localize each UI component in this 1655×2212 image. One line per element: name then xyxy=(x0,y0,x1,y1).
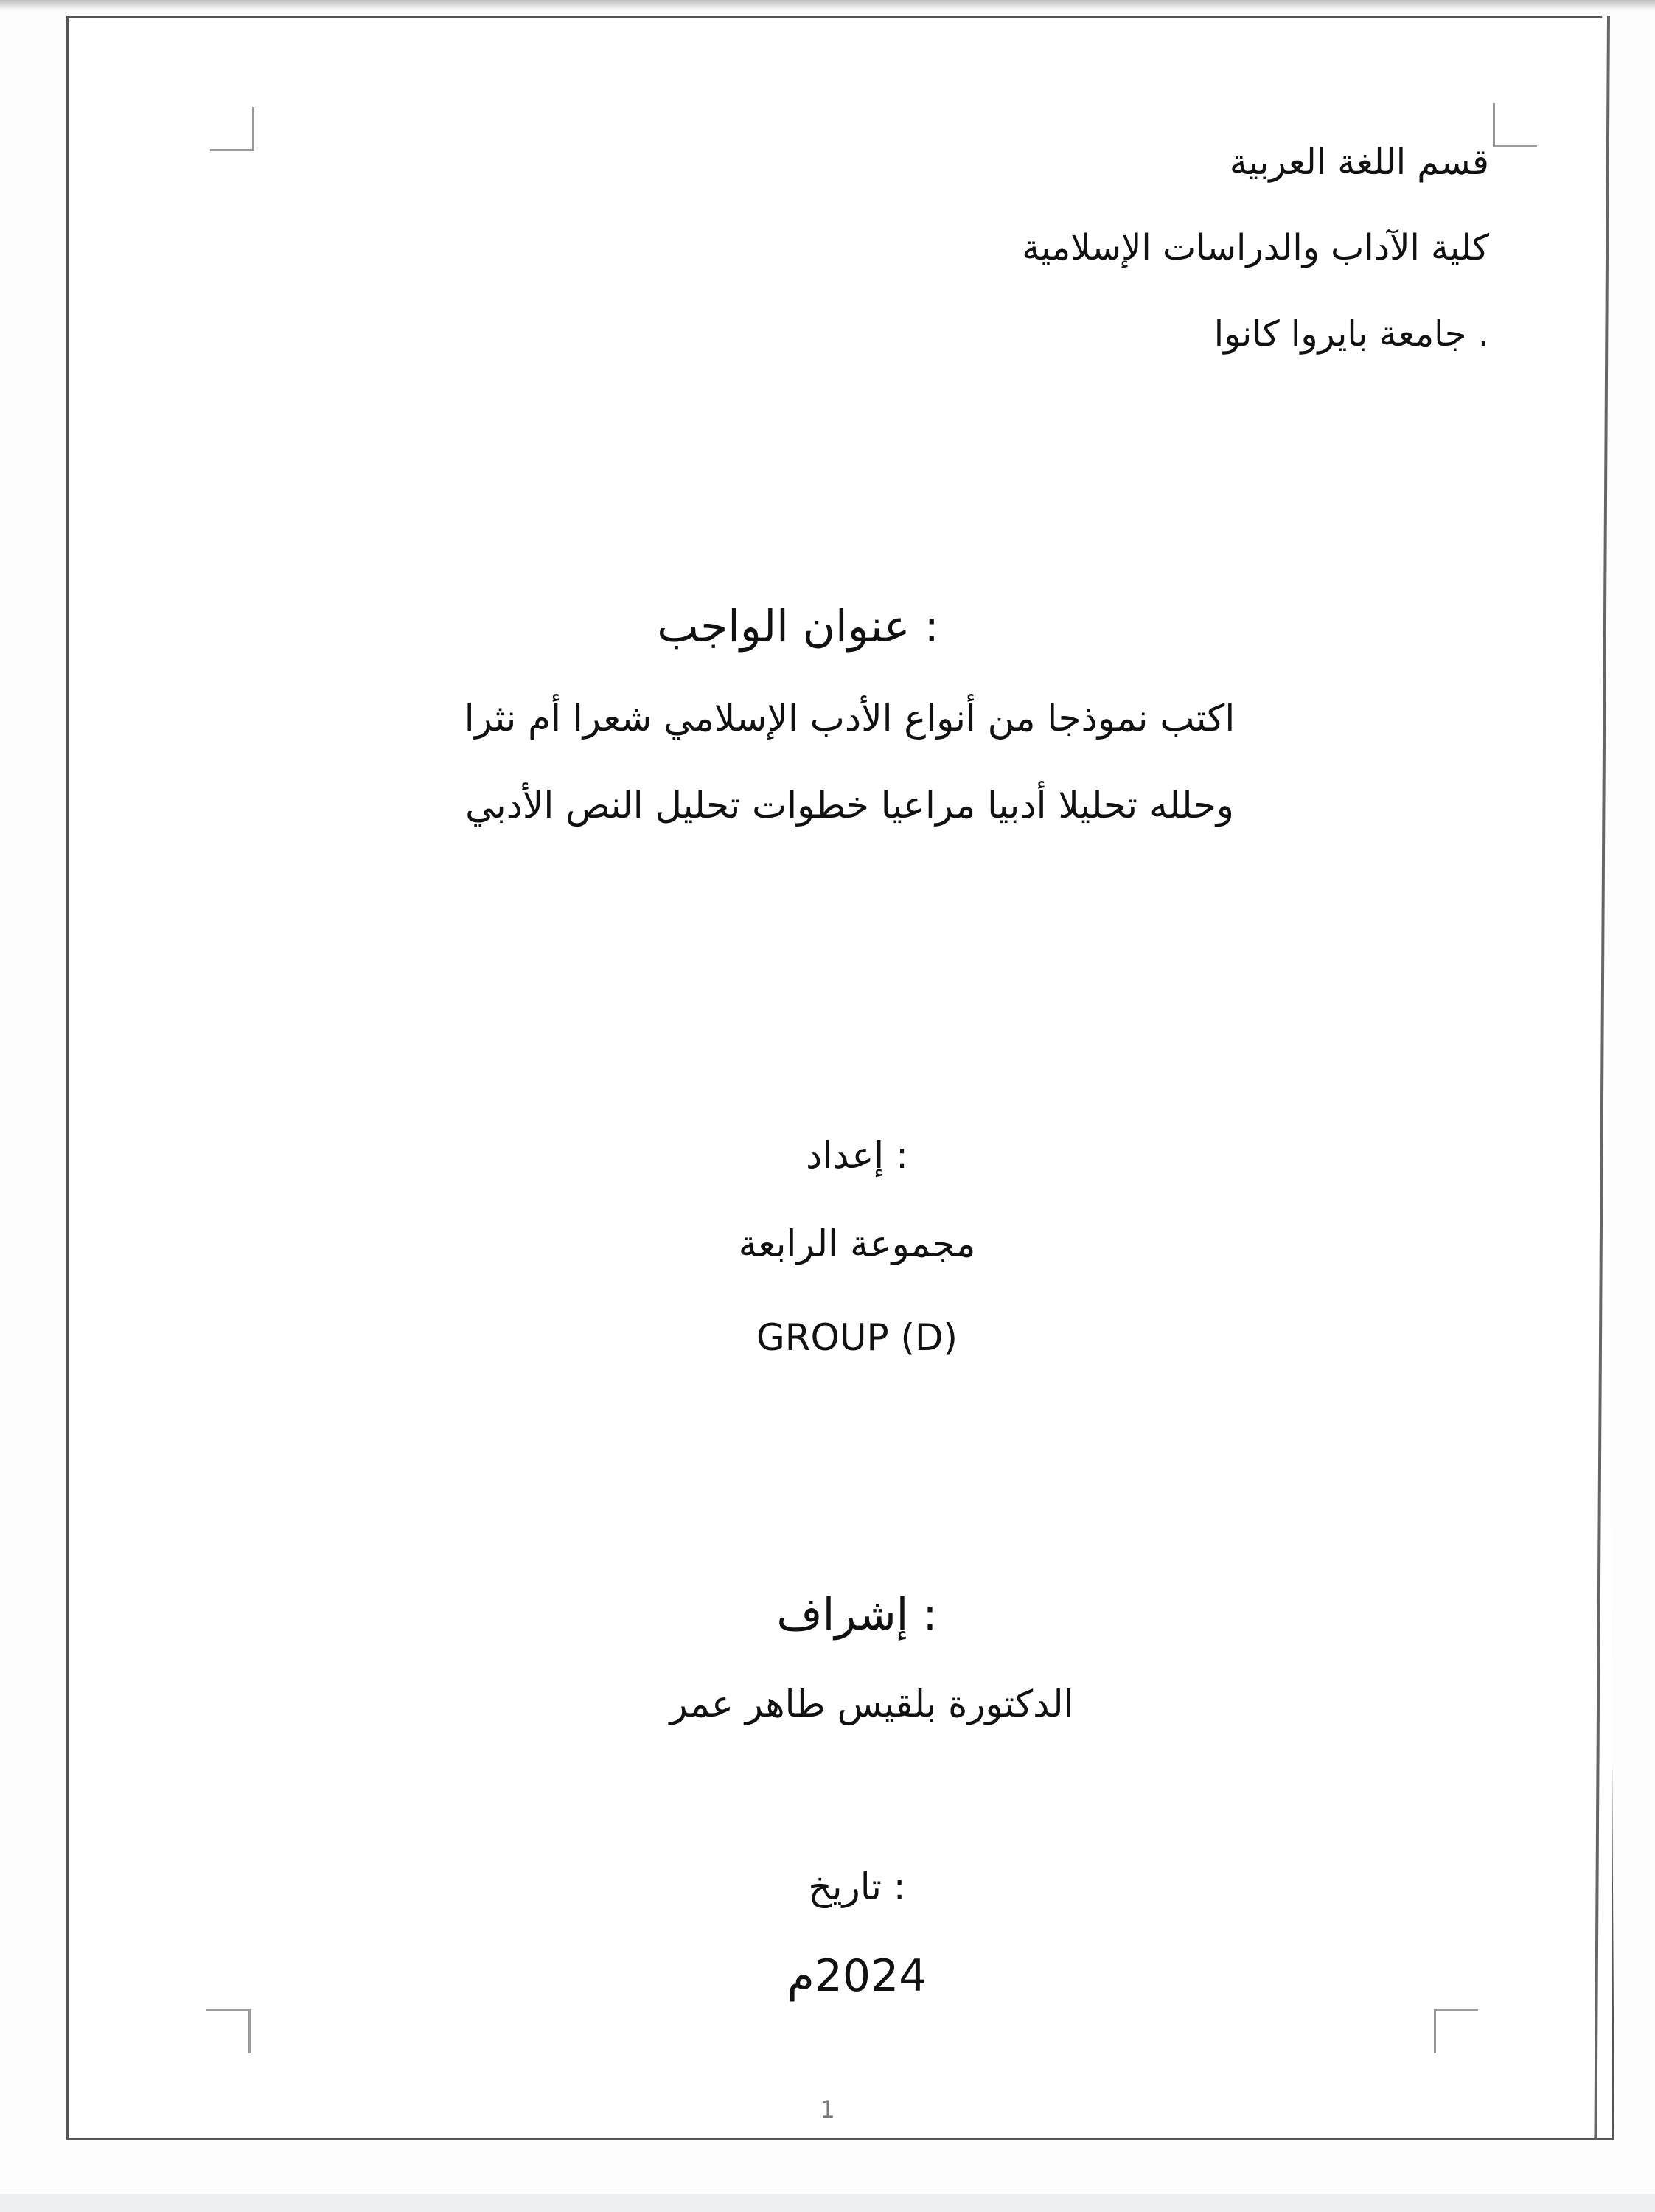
group-name-arabic: مجموعة الرابعة xyxy=(738,1222,976,1265)
crop-mark-bottom-right xyxy=(1434,2009,1478,2053)
assignment-title-label: : عنوان الواجب xyxy=(657,601,939,653)
date-label: : تاريخ xyxy=(808,1865,906,1908)
supervision-label: : إشراف xyxy=(776,1589,938,1641)
crop-mark-top-left xyxy=(210,107,254,151)
assignment-line-2: وحلله تحليلا أدبيا مراعيا خطوات تحليل النص الأدبي xyxy=(465,784,1234,827)
top-shadow xyxy=(0,0,1655,10)
date-value: 2024م xyxy=(787,1950,927,2002)
crop-mark-bottom-left xyxy=(206,2009,251,2053)
page-number: 1 xyxy=(820,2096,835,2124)
supervisor-name: الدكتورة بلقيس طاهر عمر xyxy=(669,1683,1074,1725)
crop-mark-top-right xyxy=(1493,103,1537,147)
prepared-by-label: : إعداد xyxy=(806,1134,908,1177)
assignment-line-1: اكتب نموذجا من أنواع الأدب الإسلامي شعرا أم نثرا xyxy=(464,697,1236,740)
bottom-strip xyxy=(0,2194,1655,2212)
university-name: . جامعة بايروا كانوا xyxy=(1213,313,1489,355)
group-name-english: GROUP (D) xyxy=(756,1316,958,1359)
department-name: قسم اللغة العربية xyxy=(1229,142,1489,183)
faculty-name: كلية الآداب والدراسات الإسلامية xyxy=(1022,227,1489,268)
